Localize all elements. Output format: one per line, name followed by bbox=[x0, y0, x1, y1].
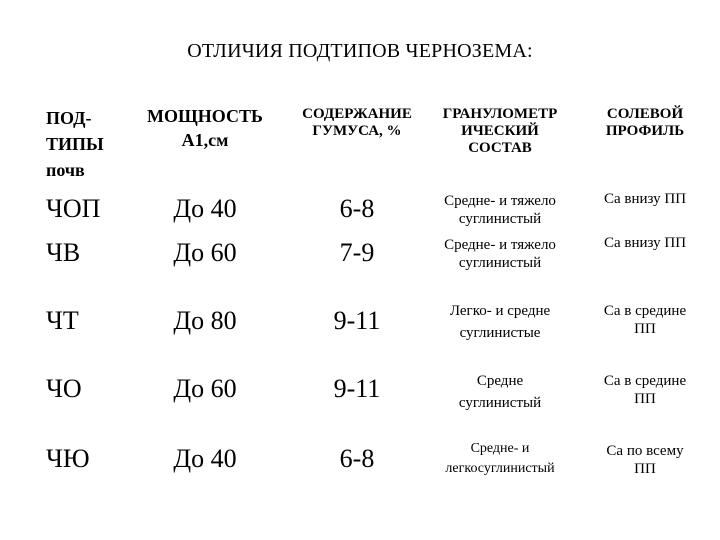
row-thickness: До 60 bbox=[173, 374, 237, 403]
header-subtypes-line3: почв bbox=[46, 160, 85, 180]
row-thickness: До 60 bbox=[173, 238, 237, 267]
row-subtype: ЧО bbox=[46, 374, 82, 403]
header-granulometry-line1: ГРАНУЛОМЕТР bbox=[442, 106, 558, 122]
row-subtype: ЧВ bbox=[46, 238, 81, 267]
page-title: ОТЛИЧИЯ ПОДТИПОВ ЧЕРНОЗЕМА: bbox=[187, 40, 533, 62]
row-granulometry-line2: суглинистый bbox=[458, 211, 542, 227]
header-humus-line1: СОДЕРЖАНИЕ bbox=[302, 106, 412, 122]
header-thickness-line1: МОЩНОСТЬ bbox=[147, 106, 263, 126]
row-thickness: До 80 bbox=[173, 306, 237, 335]
row-granulometry-line2: суглинистый bbox=[458, 395, 542, 411]
row-humus: 9-11 bbox=[333, 306, 381, 335]
row-salt-line2: ПП bbox=[634, 321, 656, 337]
row-thickness: До 40 bbox=[173, 194, 237, 223]
row-humus: 6-8 bbox=[339, 194, 375, 223]
row-salt-line2: ПП bbox=[634, 461, 656, 477]
row-salt-line1: Са по всему bbox=[606, 443, 684, 459]
header-granulometry-line3: СОСТАВ bbox=[468, 140, 532, 156]
row-granulometry-line1: Средне- и bbox=[470, 441, 530, 456]
row-subtype: ЧТ bbox=[46, 306, 79, 335]
row-humus: 7-9 bbox=[339, 238, 375, 267]
row-humus: 6-8 bbox=[339, 444, 375, 473]
row-salt-line1: Са внизу ПП bbox=[603, 191, 687, 207]
row-granulometry-line2: суглинистый bbox=[458, 255, 542, 271]
row-salt-line1: Са внизу ПП bbox=[603, 235, 687, 251]
row-granulometry-line2: суглинистые bbox=[459, 325, 541, 341]
row-salt-line1: Са в средине bbox=[603, 303, 687, 319]
header-salt-line2: ПРОФИЛЬ bbox=[605, 123, 685, 139]
row-granulometry-line1: Легко- и средне bbox=[449, 303, 551, 319]
row-thickness: До 40 bbox=[173, 444, 237, 473]
row-granulometry-line1: Средне bbox=[476, 373, 524, 389]
row-granulometry-line1: Средне- и тяжело bbox=[444, 193, 556, 209]
row-subtype: ЧЮ bbox=[46, 444, 90, 473]
header-subtypes-line1: ПОД- bbox=[46, 108, 92, 128]
header-thickness-line2: А1,см bbox=[181, 130, 229, 150]
row-subtype: ЧОП bbox=[46, 194, 101, 223]
header-subtypes-line2: ТИПЫ bbox=[46, 134, 104, 154]
row-humus: 9-11 bbox=[333, 374, 381, 403]
row-granulometry-line1: Средне- и тяжело bbox=[444, 237, 556, 253]
row-granulometry-line2: легкосуглинистый bbox=[445, 461, 555, 476]
header-salt-line1: СОЛЕВОЙ bbox=[606, 106, 684, 122]
header-humus-line2: ГУМУСА, % bbox=[312, 123, 402, 139]
header-granulometry-line2: ИЧЕСКИЙ bbox=[461, 123, 539, 139]
row-salt-line1: Са в средине bbox=[603, 373, 687, 389]
row-salt-line2: ПП bbox=[634, 391, 656, 407]
